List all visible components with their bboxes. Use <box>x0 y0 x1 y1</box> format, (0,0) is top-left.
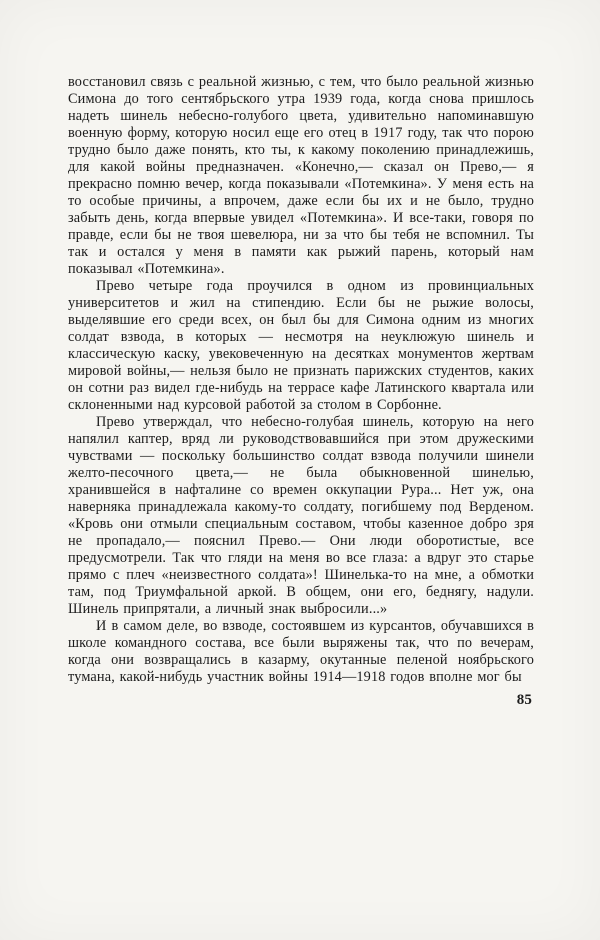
paragraph: И в самом деле, во взводе, состоявшем из курсантов, обучавшихся в школе командного состава, все были выряжены так, что по вечерам, когда они возвращались в казарму, окутанные пеленой ноябрьского тумана, какой-нибудь участник войны 1914—1918 годов вполне мог бы <box>68 618 534 685</box>
paragraph: Прево четыре года проучился в одном из провинциальных университетов и жил на стипендию. Если бы не рыжие волосы, выделявшие его среди всех, он был бы для Симона одним из многих солдат взвода, в которых — несмотря на неуклюжую шинель и классическую каску, увековеченную на десятках монументов жертвам мировой войны,— нельзя было не признать парижских студентов, каких он сотни раз видел где-нибудь на террасе кафе Латинского квартала или склоненными над курсовой работой за столом в Сорбонне. <box>68 278 534 413</box>
page-number: 85 <box>516 692 532 708</box>
paragraph: Прево утверждал, что небесно-голубая шинель, которую на него напялил каптер, вряд ли руководствовавшийся при этом дружескими чувствами — поскольку большинство солдат взвода получили шинели желто-песочного цвета,— не была обыкновенной шинелью, хранившейся в нафталине со времен оккупации Рура... Нет уж, она наверняка принадлежала какому-то солдату, погибшему под Верденом. «Кровь они отмыли специальным составом, чтобы казенное добро зря не пропадало,— пояснил Прево.— Они люди оборотистые, все предусмотрели. Так что гляди на меня во все глаза: а вдруг это старье прямо с плеч «неизвестного солдата»! Шинелька-то на мне, а обмотки там, под Триумфальной аркой. В общем, они его, беднягу, надули. Шинель припрятали, а личный знак выбросили...» <box>68 414 534 617</box>
text-block <box>68 74 534 709</box>
paragraph: восстановил связь с реальной жизнью, с тем, что было реальной жизнью Симона до того сентябрьского утра 1939 года, когда снова пришлось надеть шинель небесно-голубого цвета, удивительно напоминавшую военную форму, которую носил еще его отец в 1917 году, так что порою трудно было даже понять, кто ты, к какому поколению принадлежишь, для какой войны предназначен. «Конечно,— сказал он Прево,— я прекрасно помню вечер, когда показывали «Потемкина». У меня есть на то особые причины, а впрочем, даже если бы их и не было, трудно забыть день, когда впервые увидел «Потемкина». И все-таки, говоря по правде, если бы не твоя шевелюра, ни за что бы тебя не вспомнил. Ты так и остался у меня в памяти как рыжий парень, который нам показывал «Потемкина». <box>68 74 534 277</box>
